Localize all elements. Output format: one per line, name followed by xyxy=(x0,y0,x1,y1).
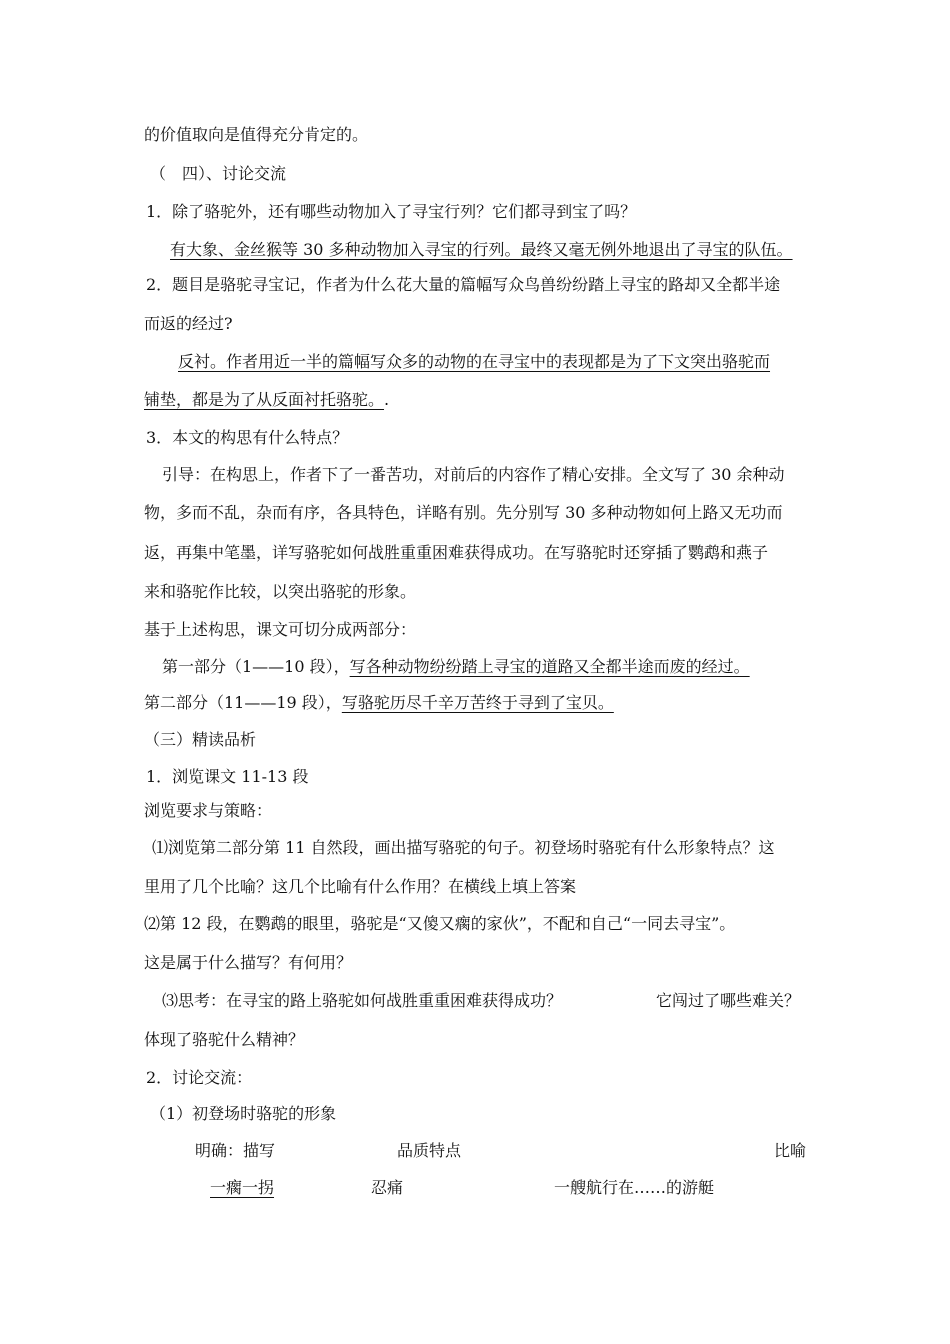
part-one-line xyxy=(162,657,750,677)
paragraph-line: 1．浏览课文 11-13 段 xyxy=(146,767,309,786)
table-cell: 一瘸一拐 xyxy=(210,1178,275,1197)
paragraph-line: 里用了几个比喻？这几个比喻有什么作用？在横线上填上答案 xyxy=(144,877,577,896)
part-two-answer: 写骆驼历尽千辛万苦终于寻到了宝贝。 xyxy=(341,693,614,712)
question-line: 3．本文的构思有什么特点？ xyxy=(146,428,349,447)
paragraph-line: 2．讨论交流： xyxy=(146,1068,253,1087)
table-header-cell: 比喻 xyxy=(774,1141,807,1160)
table-header-cell: 品质特点 xyxy=(397,1141,462,1160)
question-line: 2．题目是骆驼寻宝记，作者为什么花大量的篇幅写众鸟兽纷纷踏上寻宝的路却又全都半途 xyxy=(146,275,781,294)
answer-line: 有大象、金丝猴等 30 多种动物加入寻宝的行列。最终又毫无例外地退出了寻宝的队伍。 xyxy=(170,240,793,259)
paragraph-line: （1）初登场时骆驼的形象 xyxy=(150,1104,337,1123)
paragraph-line: ⑶思考：在寻宝的路上骆驼如何战胜重重困难获得成功？ xyxy=(162,991,563,1010)
section-heading: （三）精读品析 xyxy=(144,730,257,749)
paragraph-line: ⑴浏览第二部分第 11 自然段，画出描写骆驼的句子。初登场时骆驼有什么形象特点？这 xyxy=(152,838,775,857)
paragraph-line: 引导：在构思上，作者下了一番苦功，对前后的内容作了精心安排。全文写了 30 余种动 xyxy=(162,465,785,484)
answer-line: 反衬。作者用近一半的篇幅写众多的动物的在寻宝中的表现都是为了下文突出骆驼而 xyxy=(178,352,771,371)
answer-text: 铺垫，都是为了从反面衬托骆驼。 xyxy=(144,390,385,409)
paragraph-line: 它闯过了哪些难关？ xyxy=(656,991,801,1010)
paragraph-line: ⑵第 12 段，在鹦鹉的眼里，骆驼是“又傻又瘸的家伙”，不配和自己“一同去寻宝”。 xyxy=(144,914,736,933)
part-one-answer: 写各种动物纷纷踏上寻宝的道路又全都半途而废的经过。 xyxy=(349,657,750,676)
paragraph-line: 的价值取向是值得充分肯定的。 xyxy=(144,125,369,144)
paragraph-line: 基于上述构思，课文可切分成两部分： xyxy=(144,620,417,639)
paragraph-line: 这是属于什么描写？有何用？ xyxy=(144,953,353,972)
question-line: 而返的经过? xyxy=(144,314,233,333)
table-header-cell: 明确：描写 xyxy=(195,1141,276,1160)
part-two-label: 第二部分（11——19 段）， xyxy=(144,693,342,712)
part-two-line xyxy=(144,693,614,713)
table-cell: 忍痛 xyxy=(371,1178,404,1197)
paragraph-line: 体现了骆驼什么精神？ xyxy=(144,1030,305,1049)
question-line: 1．除了骆驼外，还有哪些动物加入了寻宝行列？它们都寻到宝了吗？ xyxy=(146,202,637,221)
section-heading: （ 四）、讨论交流 xyxy=(150,164,287,183)
paragraph-line: 浏览要求与策略： xyxy=(144,801,273,820)
paragraph-line: 来和骆驼作比较，以突出骆驼的形象。 xyxy=(144,582,417,601)
answer-trailing-mark: . xyxy=(384,390,390,409)
paragraph-line: 返，再集中笔墨，详写骆驼如何战胜重重困难获得成功。在写骆驼时还穿插了鹦鹉和燕子 xyxy=(144,543,769,562)
part-one-label: 第一部分（1——10 段）， xyxy=(162,657,350,676)
table-cell: 一艘航行在……的游艇 xyxy=(554,1178,715,1197)
answer-line xyxy=(144,390,389,410)
paragraph-line: 物，多而不乱，杂而有序，各具特色，详略有别。先分别写 30 多种动物如何上路又无功而 xyxy=(144,503,783,522)
